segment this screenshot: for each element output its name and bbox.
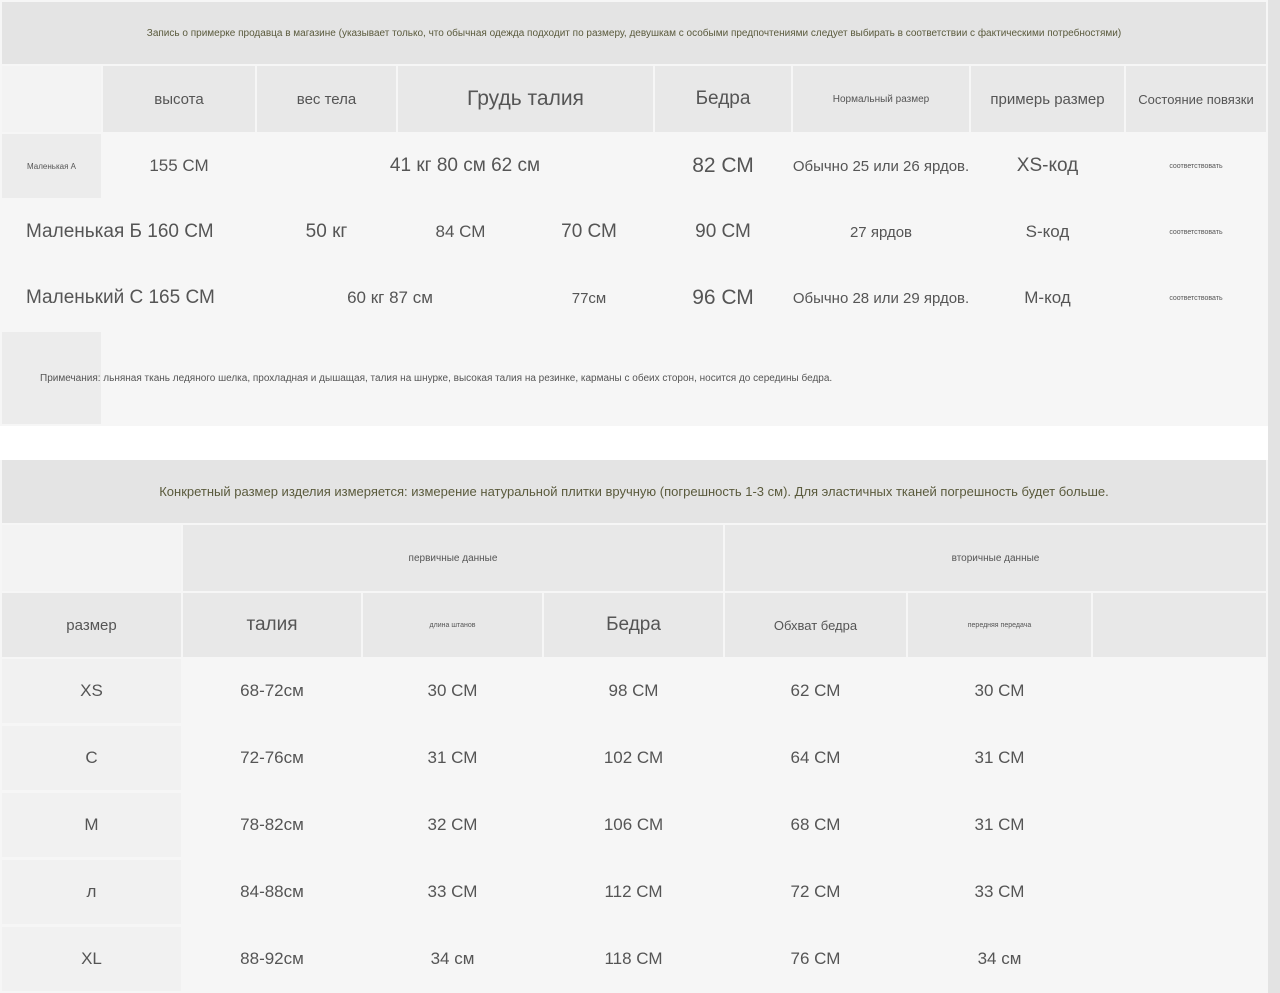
row-4-empty xyxy=(1093,860,1266,924)
row-1-thigh: 62 СМ xyxy=(790,681,841,700)
measurement-title: Конкретный размер изделия измеряется: измерение натуральной плитки вручную (погрешность 1-3 см). Для эластичных тканей погрешность будет больше. xyxy=(2,460,1266,523)
row-5-size: XL xyxy=(2,927,181,991)
row-2-waist: 72-76см xyxy=(240,748,304,767)
row-5-empty xyxy=(1093,927,1266,991)
row-b-waist: 70 СМ xyxy=(561,221,617,242)
group-header-secondary: вторичные данные xyxy=(725,525,1266,591)
row-3-hips: 106 СМ xyxy=(603,815,664,834)
header-tryon-size: примерь размер xyxy=(971,66,1124,132)
row-b-hips: 90 СМ xyxy=(695,221,751,242)
row-a-normal-size: Обычно 25 или 26 ярдов. xyxy=(793,157,969,175)
row-1-front-rise: 30 СМ xyxy=(974,681,1025,700)
row-2-front-rise: 31 СМ xyxy=(974,748,1025,767)
header-empty-cell xyxy=(2,66,101,132)
notes-text: Примечания: льняная ткань ледяного шелка, прохладная и дышащая, талия на шнурке, высокая талия на резинке, карманы с обеих сторон, носится до середины бедра. xyxy=(40,372,833,384)
row-b-tryon-size: S-код xyxy=(1025,222,1070,241)
header-waist: талия xyxy=(183,593,361,657)
row-c-weight-chest: 60 кг 87 см xyxy=(347,288,433,307)
row-5-front-rise: 34 см xyxy=(977,949,1022,968)
row-2-pants-length: 31 СМ xyxy=(427,748,478,767)
row-c-normal-size: Обычно 28 или 29 ярдов. xyxy=(793,289,969,307)
row-c-hips: 96 СМ xyxy=(692,286,754,309)
row-5-pants-length: 34 см xyxy=(430,949,475,968)
row-3-thigh: 68 СМ xyxy=(790,815,841,834)
header-front-rise: передняя передача xyxy=(908,593,1091,657)
row-4-front-rise: 33 СМ xyxy=(974,882,1025,901)
row-4-size: л xyxy=(2,860,181,924)
row-4-waist: 84-88см xyxy=(240,882,304,901)
row-3-size: М xyxy=(2,793,181,857)
group-header-primary: первичные данные xyxy=(183,525,723,591)
row-c-fit-status: соответствовать xyxy=(1169,294,1223,302)
row-3-waist: 78-82см xyxy=(240,815,304,834)
header-empty-last xyxy=(1093,593,1266,657)
row-1-waist: 68-72см xyxy=(240,681,304,700)
row-2-size: С xyxy=(2,726,181,790)
header-hips: Бедра xyxy=(655,66,791,132)
row-a-height: 155 СМ xyxy=(149,156,209,175)
group-header-empty-cell xyxy=(2,525,181,591)
header-chest-waist: Грудь талия xyxy=(398,66,653,132)
row-a-tryon-size: XS-код xyxy=(1016,155,1079,176)
row-a-weight-chest-waist: 41 кг 80 см 62 см xyxy=(389,155,541,176)
row-a-fit-status: соответствовать xyxy=(1169,162,1223,170)
row-1-empty xyxy=(1093,659,1266,723)
row-b-weight: 50 кг xyxy=(305,221,348,242)
header-weight: вес тела xyxy=(257,66,396,132)
row-5-hips: 118 СМ xyxy=(604,949,663,968)
header-height: высота xyxy=(103,66,255,132)
right-edge-strip xyxy=(1268,0,1280,993)
header-normal-size: Нормальный размер xyxy=(793,66,969,132)
section-gap xyxy=(0,426,1268,460)
row-b-label: Маленькая Б 160 СМ xyxy=(26,221,214,242)
header-size: размер xyxy=(2,593,181,657)
header-hips-bottom: Бедра xyxy=(544,593,723,657)
row-1-hips: 98 СМ xyxy=(608,681,659,700)
header-fit-status: Состояние повязки xyxy=(1126,66,1266,132)
row-a-label: Маленькая А xyxy=(2,134,101,198)
row-1-size: XS xyxy=(2,659,181,723)
row-5-waist: 88-92см xyxy=(240,949,304,968)
row-5-thigh: 76 СМ xyxy=(790,949,841,968)
row-4-thigh: 72 СМ xyxy=(790,882,841,901)
row-2-hips: 102 СМ xyxy=(603,748,664,767)
row-c-waist: 77см xyxy=(571,289,607,307)
row-3-empty xyxy=(1093,793,1266,857)
row-b-chest: 84 СМ xyxy=(435,222,486,241)
header-pants-length: длина штанов xyxy=(363,593,542,657)
row-4-hips: 112 СМ xyxy=(604,882,663,901)
row-3-pants-length: 32 СМ xyxy=(427,815,478,834)
row-a-hips: 82 СМ xyxy=(692,154,754,177)
fitting-record-title: Запись о примерке продавца в магазине (указывает только, что обычная одежда подходит по размеру, девушкам с особыми предпочтениями следует выбирать в соответствии с фактическими потребностями) xyxy=(2,2,1266,64)
row-c-label: Маленький С 165 СМ xyxy=(26,287,215,308)
row-3-front-rise: 31 СМ xyxy=(974,815,1025,834)
row-1-pants-length: 30 СМ xyxy=(427,681,478,700)
row-4-pants-length: 33 СМ xyxy=(427,882,478,901)
header-thigh-circumference: Обхват бедра xyxy=(725,593,906,657)
row-2-empty xyxy=(1093,726,1266,790)
row-b-normal-size: 27 ярдов xyxy=(849,223,913,241)
row-c-tryon-size: М-код xyxy=(1024,288,1071,307)
row-2-thigh: 64 СМ xyxy=(790,748,841,767)
row-b-fit-status: соответствовать xyxy=(1169,228,1223,236)
